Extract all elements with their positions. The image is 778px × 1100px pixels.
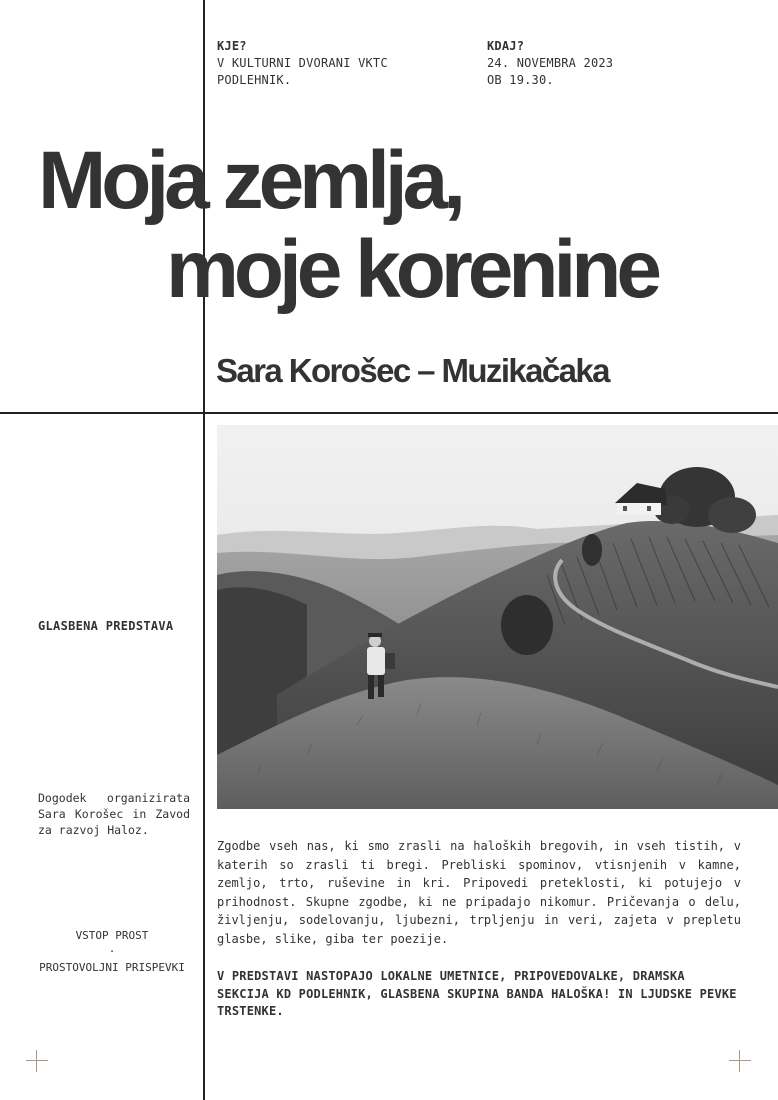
subtitle: Sara Korošec – Muzikačaka xyxy=(216,352,609,389)
location-info xyxy=(217,38,437,89)
entry-info xyxy=(20,928,204,976)
date-label: KDAJ? xyxy=(487,39,525,53)
landscape-photo xyxy=(217,425,778,809)
title-line-1: Moja zemlja, xyxy=(38,135,462,226)
date-line-1: 24. NOVEMBRA 2023 xyxy=(487,56,614,70)
location-line-1: V KULTURNI DVORANI VKTC xyxy=(217,56,388,70)
title-line-2: moje korenine xyxy=(166,224,657,315)
crosshair-mark-right xyxy=(729,1050,751,1072)
event-genre: GLASBENA PREDSTAVA xyxy=(38,619,174,633)
entry-line-1: VSTOP PROST xyxy=(75,929,149,942)
location-label: KJE? xyxy=(217,39,247,53)
event-description: Zgodbe vseh nas, ki smo zrasli na haloških bregovih, in vseh tistih, v katerih so zrasli ti bregi. Prebliski spominov, vtisnjenih v kamne, zemljo, trto, ruševine in kri. Pripovedi preteklosti, ki potujejo v prihodnost. Skupne zgodbe, ki ne pripadajo nikomur. Pričevanja o delu, življenju, sodelovanju, ljubezni, trpljenju in veri, zajeta v prepletu glasbe, slike, giba ter poezije. xyxy=(217,839,741,946)
crosshair-mark-left xyxy=(26,1050,48,1072)
date-line-2: OB 19.30. xyxy=(487,73,554,87)
location-line-2: PODLEHNIK. xyxy=(217,73,292,87)
entry-separator: · xyxy=(108,945,116,958)
cast-description: V PREDSTAVI NASTOPAJO LOKALNE UMETNICE, PRIPOVEDOVALKE, DRAMSKA SEKCIJA KD PODLEHNIK, GLASBENA SKUPINA BANDA HALOŠKA! IN LJUDSKE PEVKE TRSTENKE. xyxy=(217,969,737,1018)
organizer-note: Dogodek organizirata Sara Korošec in Zavod za razvoj Haloz. xyxy=(38,791,190,837)
date-info xyxy=(487,38,707,89)
entry-line-2: PROSTOVOLJNI PRISPEVKI xyxy=(39,961,185,974)
horizontal-divider-line xyxy=(0,412,778,414)
